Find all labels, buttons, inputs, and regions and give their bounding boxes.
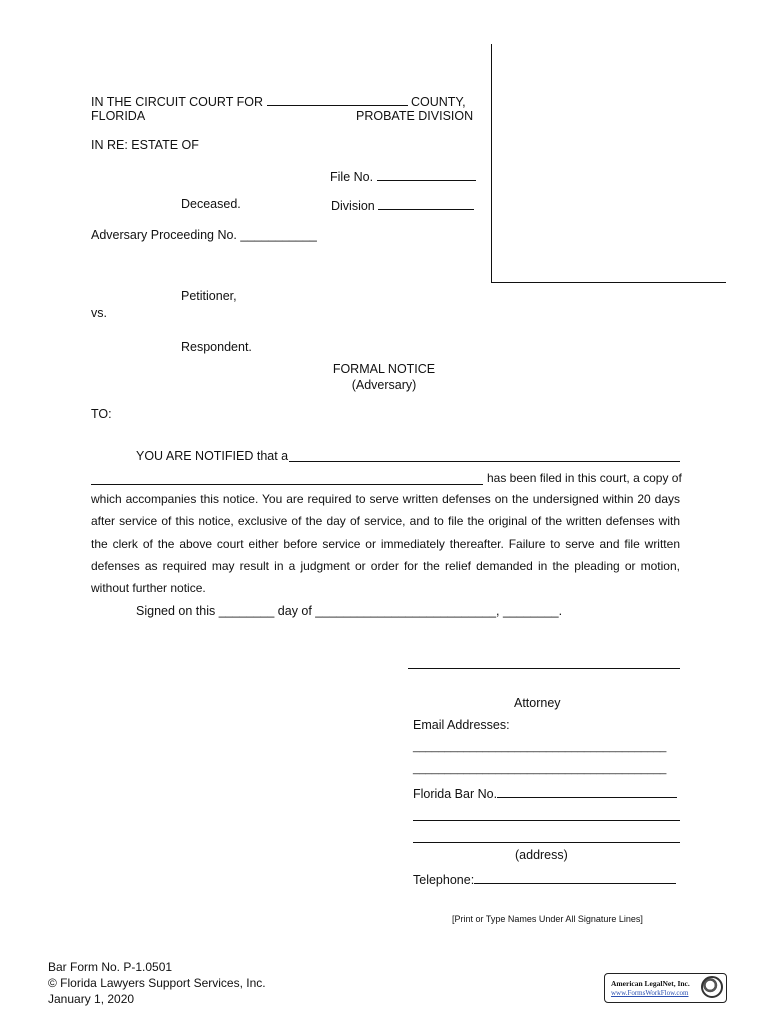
court-line-prefix: IN THE CIRCUIT COURT FOR xyxy=(91,95,264,109)
american-legalnet-logo[interactable] xyxy=(604,973,727,1003)
email-line-2[interactable]: ________________________________________ xyxy=(413,763,667,775)
bar-no-blank[interactable] xyxy=(497,785,677,798)
telephone-label: Telephone: xyxy=(413,873,475,887)
adversary-proceeding-label: Adversary Proceeding No. ___________ xyxy=(91,228,317,242)
file-no-label: File No. xyxy=(330,170,374,184)
telephone-blank[interactable] xyxy=(474,871,676,884)
logo-name: American LegalNet, Inc. xyxy=(611,979,690,988)
bar-form-number: Bar Form No. P-1.0501 xyxy=(48,960,173,974)
signature-line[interactable] xyxy=(408,668,680,669)
address-line-2[interactable] xyxy=(413,842,680,843)
logo-url[interactable]: www.FormsWorkFlow.com xyxy=(611,989,689,997)
division-row xyxy=(331,197,474,213)
email-label: Email Addresses: xyxy=(413,718,510,732)
address-label: (address) xyxy=(515,848,568,862)
form-date: January 1, 2020 xyxy=(48,992,135,1006)
to-label: TO: xyxy=(91,407,112,421)
email-line-1[interactable]: ________________________________________ xyxy=(413,741,667,753)
in-re-label: IN RE: ESTATE OF xyxy=(91,138,199,152)
notice-pleading-blank-1[interactable] xyxy=(289,461,680,462)
notice-body: which accompanies this notice. You are required to serve written defenses on the undersigned within 20 days after service of this notice, exclusive of the day of service, and to file the original of the written defenses with the clerk of the above court either before service or immediately thereafter. Failure to serve and file written defenses as required may result in a judgment or order for the relief demanded in the pleading or motion, without further notice. xyxy=(91,492,680,596)
document-subtitle: (Adversary) xyxy=(351,378,417,392)
copyright-line: © Florida Lawyers Support Services, Inc. xyxy=(48,976,266,990)
respondent-label: Respondent. xyxy=(181,340,252,354)
attorney-label: Attorney xyxy=(514,696,561,710)
signed-line: Signed on this ________ day of __________________________, ________. xyxy=(136,604,563,618)
bar-no-row xyxy=(413,785,677,801)
address-line-1[interactable] xyxy=(413,820,680,821)
vs-label: vs. xyxy=(91,306,107,320)
court-line xyxy=(91,93,466,109)
notice-lead: YOU ARE NOTIFIED that a xyxy=(136,449,289,463)
notice-pleading-blank-2[interactable] xyxy=(91,484,483,485)
caption-box-horizontal-line xyxy=(491,282,726,283)
deceased-label: Deceased. xyxy=(181,197,241,211)
footer xyxy=(48,959,266,1007)
file-no-row xyxy=(330,168,476,184)
caption-box-vertical-line xyxy=(491,44,492,282)
signature-note: [Print or Type Names Under All Signature Lines] xyxy=(452,914,643,924)
file-no-blank[interactable] xyxy=(377,168,476,181)
notice-filed-text: has been filed in this court, a copy of xyxy=(487,471,682,485)
division-heading: PROBATE DIVISION xyxy=(356,109,474,123)
county-blank[interactable] xyxy=(267,93,408,106)
division-blank[interactable] xyxy=(378,197,474,210)
court-line-suffix: COUNTY, xyxy=(410,95,466,109)
telephone-row xyxy=(413,871,676,887)
bar-no-label: Florida Bar No. xyxy=(413,787,498,801)
petitioner-label: Petitioner, xyxy=(181,289,237,303)
division-label: Division xyxy=(331,199,375,213)
state-label: FLORIDA xyxy=(91,109,146,123)
document-title: FORMAL NOTICE xyxy=(332,362,436,376)
document-title-block xyxy=(0,362,770,392)
logo-emblem-icon xyxy=(701,976,723,998)
